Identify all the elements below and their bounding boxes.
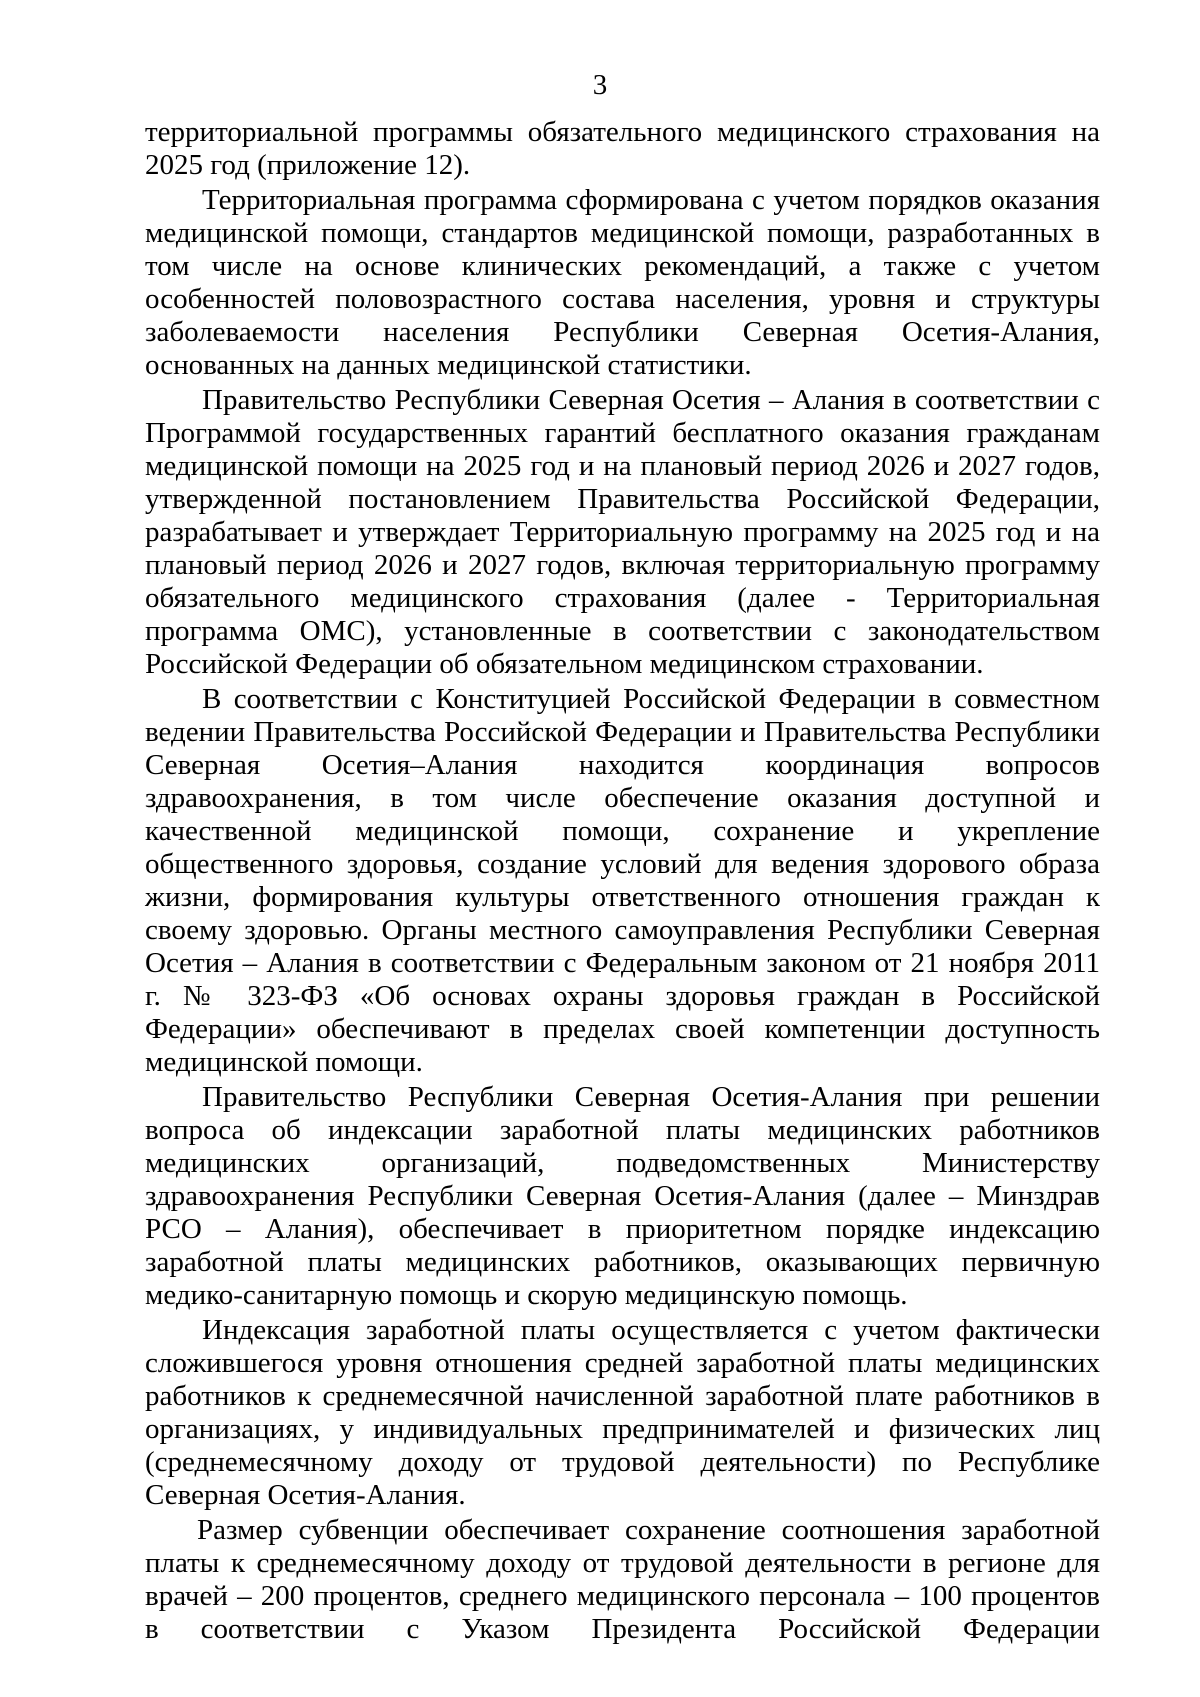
paragraph-territorial-program: Территориальная программа сформирована с учетом порядков оказания медицинской помощи, стандартов медицинской помощи, разработанных в том числе на основе клинических рекомендаций, а также с учетом особенностей половозрастного состава населения, уровня и структуры заболеваемости населения Республики Северная Осетия-Алания, основанных на данных медицинской статистики. bbox=[145, 184, 1100, 381]
document-body bbox=[145, 116, 1100, 1646]
paragraph-salary-indexation: Правительство Республики Северная Осетия-Алания при решении вопроса об индексации заработной платы медицинских работников медицинских организаций, подведомственных Министерству здравоохранения Республики Северная Осетия-Алания (далее – Минздрав РСО – Алания), обеспечивает в приоритетном порядке индексацию заработной платы медицинских работников, оказывающих первичную медико-санитарную помощь и скорую медицинскую помощь. bbox=[145, 1081, 1100, 1311]
page-number: 3 bbox=[592, 69, 608, 101]
paragraph-continuation: территориальной программы обязательного медицинского страхования на 2025 год (приложение 12). bbox=[145, 116, 1100, 181]
paragraph-government-approval: Правительство Республики Северная Осетия – Алания в соответствии с Программой государственных гарантий бесплатного оказания гражданам медицинской помощи на 2025 год и на плановый период 2026 и 2027 годов, утвержденной постановлением Правительства Российской Федерации, разрабатывает и утверждает Территориальную программу на 2025 год и на плановый период 2026 и 2027 годов, включая территориальную программу обязательного медицинского страхования (далее - Территориальная программа ОМС), установленные в соответствии с законодательством Российской Федерации об обязательном медицинском страховании. bbox=[145, 384, 1100, 680]
paragraph-subvention: Размер субвенции обеспечивает сохранение соотношения заработной платы к среднемесячному доходу от трудовой деятельности в регионе для врачей – 200 процентов, среднего медицинского персонала – 100 процентов в соответствии с Указом Президента Российской Федерации bbox=[145, 1514, 1100, 1645]
paragraph-indexation-basis: Индексация заработной платы осуществляется с учетом фактически сложившегося уровня отношения средней заработной платы медицинских работников к среднемесячной начисленной заработной плате работников в организациях, у индивидуальных предпринимателей и физических лиц (среднемесячному доходу от трудовой деятельности) по Республике Северная Осетия-Алания. bbox=[145, 1314, 1100, 1511]
paragraph-constitution: В соответствии с Конституцией Российской Федерации в совместном ведении Правительства Российской Федерации и Правительства Республики Северная Осетия–Алания находится координация вопросов здравоохранения, в том числе обеспечение оказания доступной и качественной медицинской помощи, сохранение и укрепление общественного здоровья, создание условий для ведения здорового образа жизни, формирования культуры ответственного отношения граждан к своему здоровью. Органы местного самоуправления Республики Северная Осетия – Алания в соответствии с Федеральным законом от 21 ноября 2011 г. № 323-ФЗ «Об основах охраны здоровья граждан в Российской Федерации» обеспечивают в пределах своей компетенции доступность медицинской помощи. bbox=[145, 683, 1100, 1078]
